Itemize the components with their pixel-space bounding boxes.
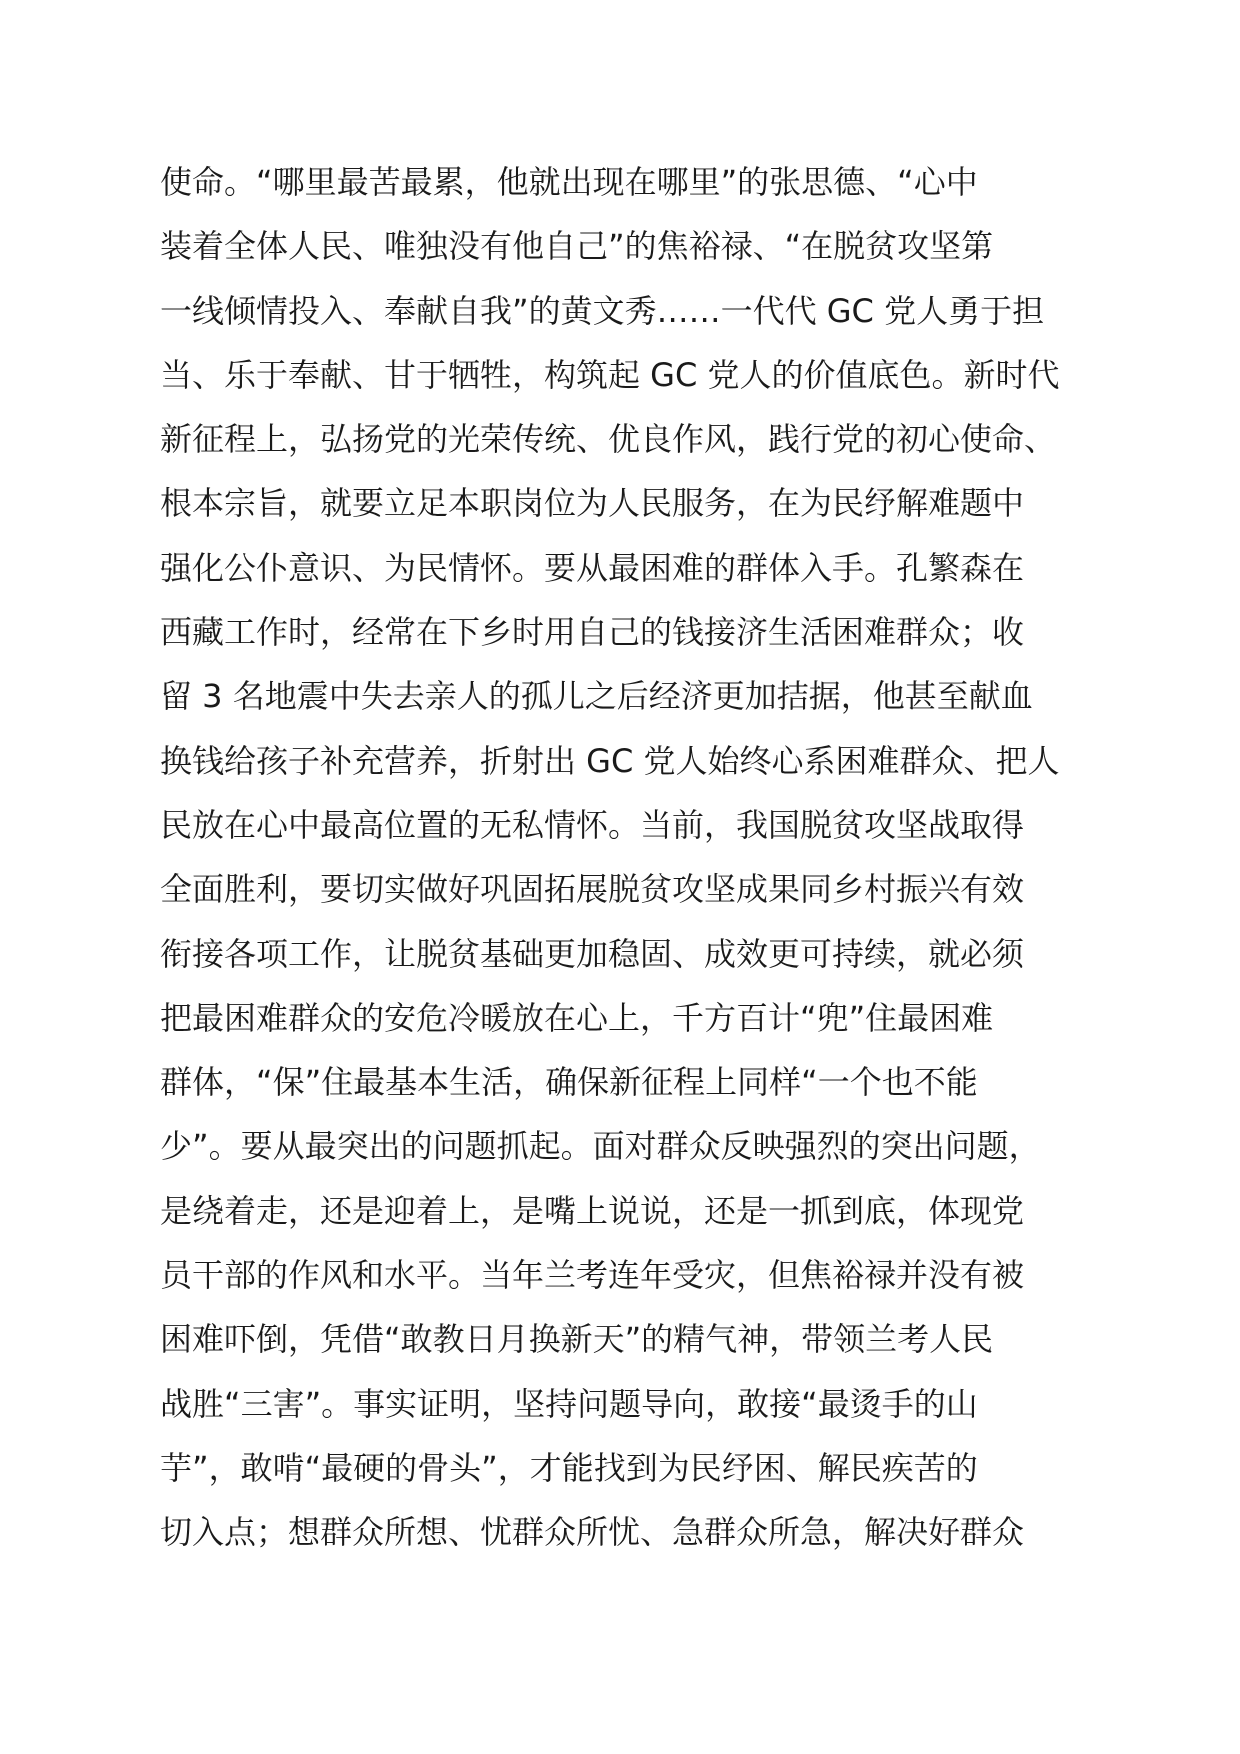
text-line: 战胜“三害”。事实证明，坚持问题导向，敢接“最烫手的山 xyxy=(160,1384,978,1423)
text-line: 换钱给孩子补充营养，折射出 GC 党人始终心系困难群众、把人 xyxy=(160,741,1060,780)
text-line: 困难吓倒，凭借“敢教日月换新天”的精气神，带领兰考人民 xyxy=(160,1320,994,1359)
text-line: 员干部的作风和水平。当年兰考连年受灾，但焦裕禄并没有被 xyxy=(160,1256,1025,1295)
text-line: 切入点；想群众所想、忧群众所忧、急群众所急，解决好群众 xyxy=(160,1513,1025,1552)
text-line: 强化公仆意识、为民情怀。要从最困难的群体入手。孔繁森在 xyxy=(160,548,1025,587)
text-line: 民放在心中最高位置的无私情怀。当前，我国脱贫攻坚战取得 xyxy=(160,805,1025,844)
text-line: 根本宗旨，就要立足本职岗位为人民服务，在为民纾解难题中 xyxy=(160,484,1025,523)
text-line: 是绕着走，还是迎着上，是嘴上说说，还是一抓到底，体现党 xyxy=(160,1191,1025,1230)
text-line: 少”。要从最突出的问题抓起。面对群众反映强烈的突出问题， xyxy=(160,1127,1041,1166)
text-line: 群体，“保”住最基本生活，确保新征程上同样“一个也不能 xyxy=(160,1063,978,1102)
text-line: 留 3 名地震中失去亲人的孤儿之后经济更加拮据，他甚至献血 xyxy=(160,677,1033,716)
text-line: 衔接各项工作，让脱贫基础更加稳固、成效更可持续，就必须 xyxy=(160,934,1025,973)
text-line: 新征程上，弘扬党的光荣传统、优良作风，践行党的初心使命、 xyxy=(160,420,1057,459)
text-line: 把最困难群众的安危冷暖放在心上，千方百计“兜”住最困难 xyxy=(160,998,994,1037)
text-line: 芋”，敢啃“最硬的骨头”，才能找到为民纾困、解民疾苦的 xyxy=(160,1448,978,1487)
text-line: 当、乐于奉献、甘于牺牲，构筑起 GC 党人的价值底色。新时代 xyxy=(160,355,1060,394)
text-line: 装着全体人民、唯独没有他自己”的焦裕禄、“在脱贫攻坚第 xyxy=(160,227,994,266)
text-line: 全面胜利，要切实做好巩固拓展脱贫攻坚成果同乡村振兴有效 xyxy=(160,870,1025,909)
text-line: 一线倾情投入、奉献自我”的黄文秀……一代代 GC 党人勇于担 xyxy=(160,291,1045,330)
body-paragraph xyxy=(160,150,1120,1565)
text-line: 西藏工作时，经常在下乡时用自己的钱接济生活困难群众；收 xyxy=(160,613,1025,652)
text-line: 使命。“哪里最苦最累，他就出现在哪里”的张思德、“心中 xyxy=(160,163,978,201)
